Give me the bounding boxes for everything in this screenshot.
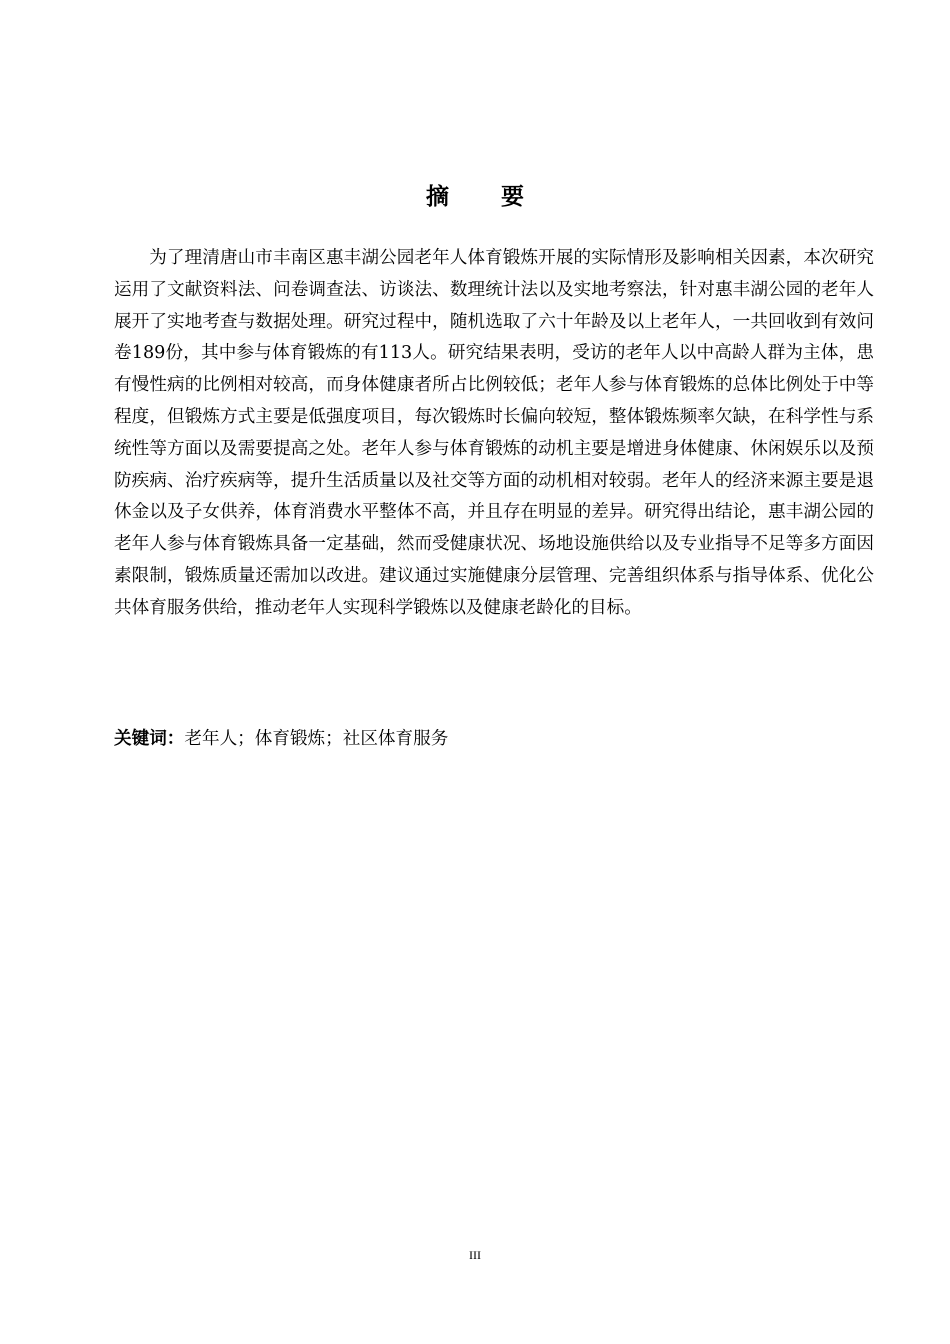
keywords-values: 老年人；体育锻炼；社区体育服务 <box>184 729 449 749</box>
abstract-title-char-1: 摘 <box>426 184 449 210</box>
keywords-label: 关键词： <box>114 729 185 749</box>
abstract-title-char-2: 要 <box>501 184 524 210</box>
abstract-paragraph: 为了理清唐山市丰南区惠丰湖公园老年人体育锻炼开展的实际情形及影响相关因素，本次研究运用了文献资料法、问卷调查法、访谈法、数理统计法以及实地考察法，针对惠丰湖公园的老年人展开了实地考查与数据处理。研究过程中，随机选取了六十年龄及以上老年人，一共回收到有效问卷189份，其中参与体育锻炼的有113人。研究结果表明，受访的老年人以中高龄人群为主体，患有慢性病的比例相对较高，而身体健康者所占比例较低；老年人参与体育锻炼的总体比例处于中等程度，但锻炼方式主要是低强度项目，每次锻炼时长偏向较短，整体锻炼频率欠缺，在科学性与系统性等方面以及需要提高之处。老年人参与体育锻炼的动机主要是增进身体健康、休闲娱乐以及预防疾病、治疗疾病等，提升生活质量以及社交等方面的动机相对较弱。老年人的经济来源主要是退休金以及子女供养，体育消费水平整体不高，并且存在明显的差异。研究得出结论，惠丰湖公园的老年人参与体育锻炼具备一定基础，然而受健康状况、场地设施供给以及专业指导不足等多方面因素限制，锻炼质量还需加以改进。建议通过实施健康分层管理、完善组织体系与指导体系、优化公共体育服务供给，推动老年人实现科学锻炼以及健康老龄化的目标。 <box>114 248 874 618</box>
keywords-line <box>114 724 874 755</box>
abstract-title <box>0 178 950 211</box>
page-number: III <box>469 1248 481 1262</box>
